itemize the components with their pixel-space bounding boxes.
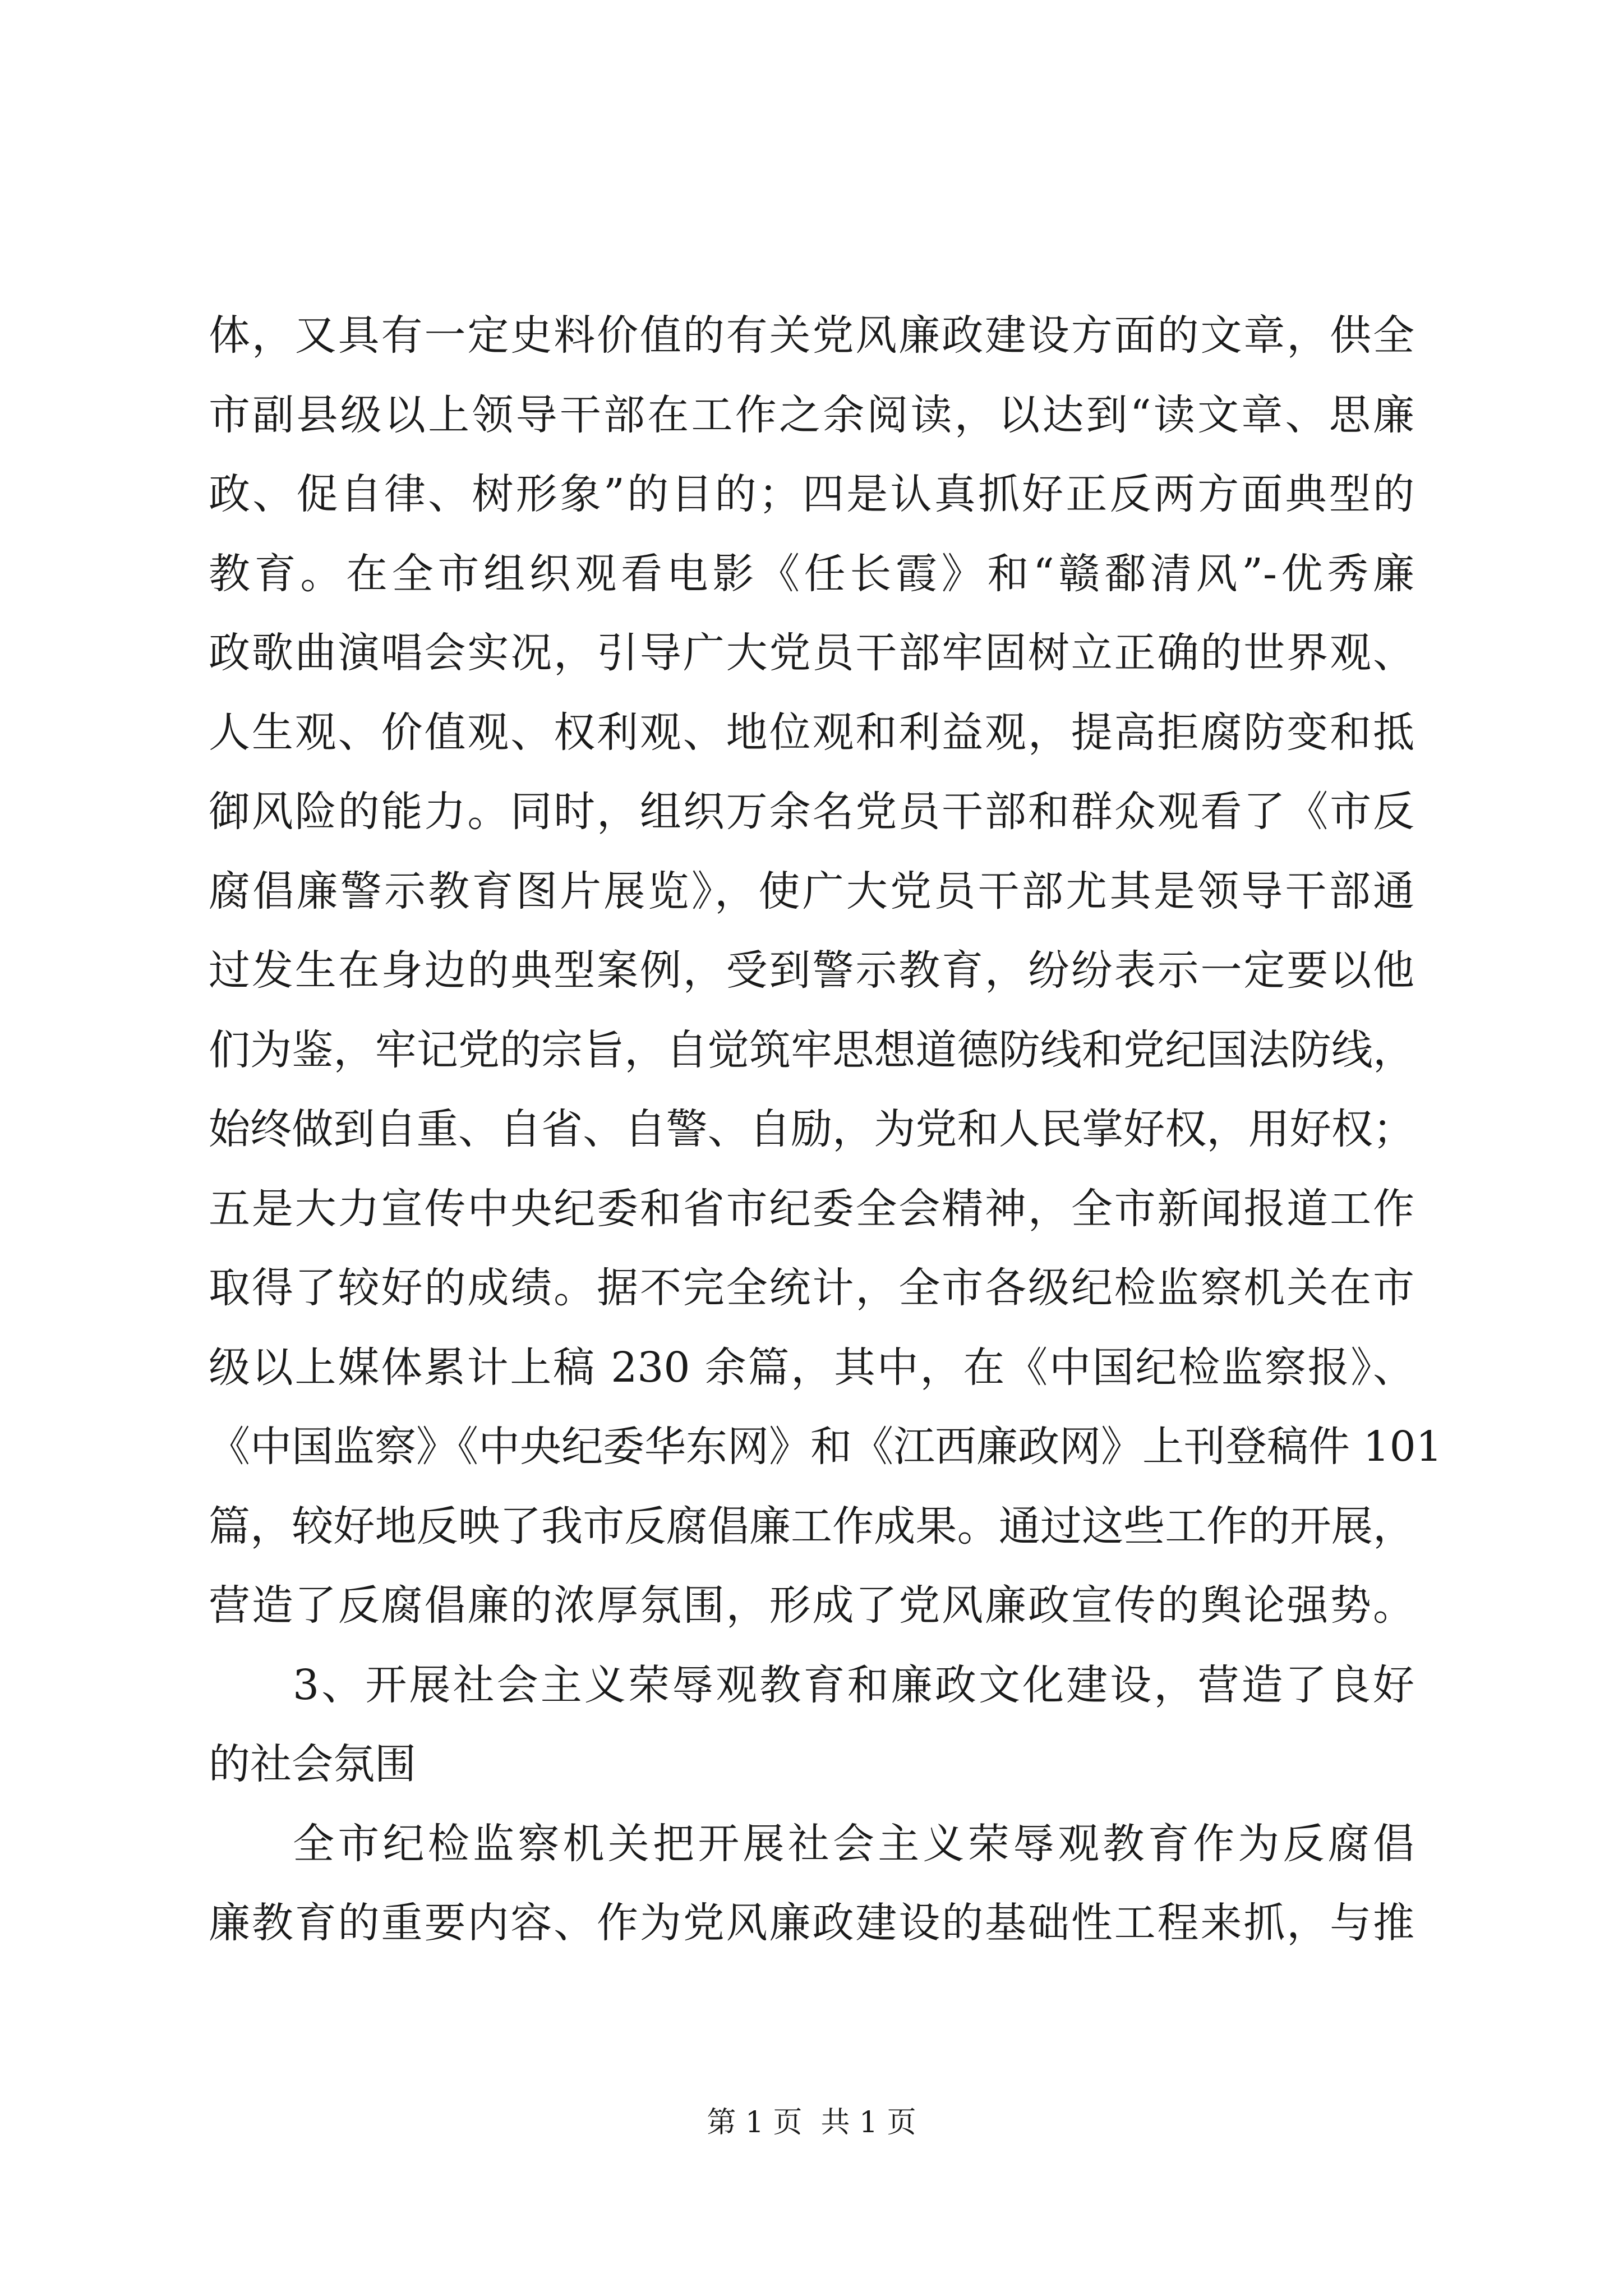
text-line: 篇，较好地反映了我市反腐倡廉工作成果。通过这些工作的开展，: [209, 1502, 1414, 1550]
text-line: 廉教育的重要内容、作为党风廉政建设的基础性工程来抓，与推: [209, 1899, 1414, 1947]
text-line: 五是大力宣传中央纪委和省市纪委全会精神，全市新闻报道工作: [209, 1184, 1414, 1233]
text-line: 3、开展社会主义荣辱观教育和廉政文化建设，营造了良好: [293, 1660, 1414, 1709]
document-body: [209, 296, 1442, 1963]
text-line: 教育。在全市组织观看电影《任长霞》和“赣鄱清风”-优秀廉: [209, 549, 1414, 598]
text-line: 始终做到自重、自省、自警、自励，为党和人民掌好权，用好权；: [209, 1105, 1414, 1153]
text-line: 腐倡廉警示教育图片展览》，使广大党员干部尤其是领导干部通: [209, 867, 1414, 915]
text-line: 政歌曲演唱会实况，引导广大党员干部牢固树立正确的世界观、: [209, 629, 1414, 677]
text-line: 营造了反腐倡廉的浓厚氛围，形成了党风廉政宣传的舆论强势。: [209, 1581, 1414, 1630]
text-line: 们为鉴，牢记党的宗旨，自觉筑牢思想道德防线和党纪国法防线，: [209, 1025, 1414, 1074]
text-line: 级以上媒体累计上稿 230 余篇，其中，在《中国纪检监察报》、: [209, 1343, 1414, 1392]
text-line: 政、促自律、树形象”的目的；四是认真抓好正反两方面典型的: [209, 470, 1414, 518]
text-line: 体，又具有一定史料价值的有关党风廉政建设方面的文章，供全: [209, 311, 1414, 360]
text-line: 人生观、价值观、权利观、地位观和利益观，提高拒腐防变和抵: [209, 708, 1414, 757]
text-line: 全市纪检监察机关把开展社会主义荣辱观教育作为反腐倡: [293, 1819, 1414, 1868]
text-line: 的社会氛围: [209, 1740, 416, 1788]
text-line: 御风险的能力。同时，组织万余名党员干部和群众观看了《市反: [209, 788, 1414, 836]
page-footer: [0, 2102, 1623, 2143]
text-line: 市副县级以上领导干部在工作之余阅读，以达到“读文章、思廉: [209, 390, 1414, 439]
text-line: 《中国监察》《中央纪委华东网》和《江西廉政网》上刊登稿件 101: [209, 1423, 1442, 1471]
text-line: 过发生在身边的典型案例，受到警示教育，纷纷表示一定要以他: [209, 946, 1414, 995]
page-number-label: 第 1 页 共 1 页: [707, 2106, 916, 2139]
text-line: 取得了较好的成绩。据不完全统计，全市各级纪检监察机关在市: [209, 1264, 1414, 1312]
